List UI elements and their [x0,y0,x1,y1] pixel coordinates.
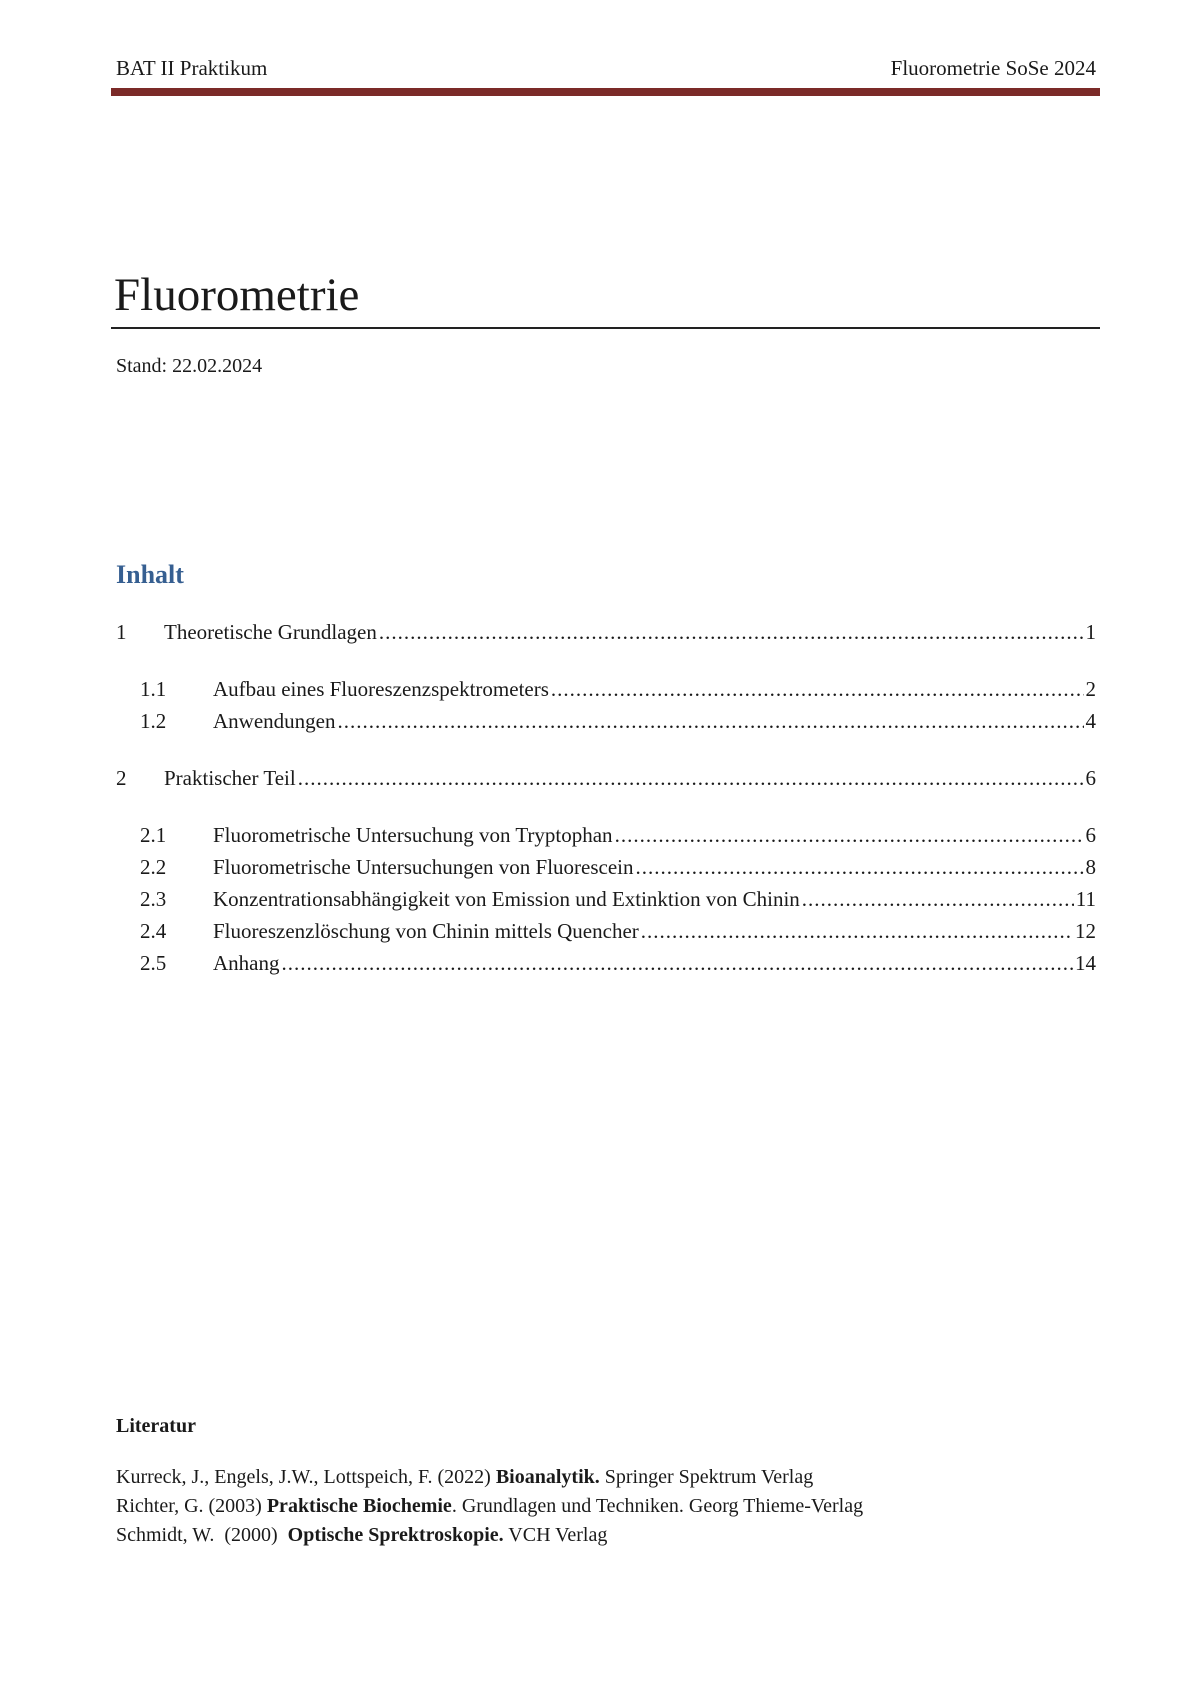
toc-leader [298,762,1084,794]
toc-entry-page: 4 [1085,709,1096,733]
toc-entry[interactable] [116,851,1096,883]
toc-leader [615,819,1084,851]
reference-publisher: . Grundlagen und Techniken. Georg Thieme-Verlag [451,1495,864,1517]
toc-entry-title: Aufbau eines Fluoreszenzspektrometers [213,677,549,701]
toc-entry[interactable] [116,673,1096,705]
toc-entry-page: 6 [1085,823,1096,847]
reference-authors: Kurreck, J., Engels, J.W., Lottspeich, F. (2022) [116,1466,496,1488]
toc-entry-page: 8 [1085,855,1096,879]
toc-entry-number: 1.1 [140,677,167,701]
toc-leader [282,947,1074,979]
reference-title: Optische Sprektroskopie. [287,1524,504,1546]
toc-entry-page: 11 [1075,887,1096,911]
toc-leader [551,673,1084,705]
reference-authors: Richter, G. (2003) [116,1495,267,1517]
toc-leader [337,705,1083,737]
toc-entry-number: 2 [116,766,127,790]
toc-leader [641,915,1073,947]
toc-entry-page: 12 [1075,919,1096,943]
toc-entry-title: Konzentrationsabhängigkeit von Emission und Extinktion von Chinin [213,887,800,911]
reference-authors: Schmidt, W. (2000) [116,1524,288,1546]
toc-entry-page: 2 [1085,677,1096,701]
toc-entry-number: 2.4 [140,919,167,943]
toc-entry[interactable] [116,819,1096,851]
toc-entry-title: Praktischer Teil [164,766,296,790]
toc-entry-number: 2.1 [140,823,167,847]
toc-entry[interactable] [116,915,1096,947]
toc-entry-title: Anhang [213,951,280,975]
literature-reference [116,1495,863,1518]
toc-entry-number: 2.2 [140,855,167,879]
toc-entry-title: Fluorometrische Untersuchung von Tryptophan [213,823,613,847]
toc-entry-number: 2.5 [140,951,167,975]
reference-publisher: VCH Verlag [503,1524,608,1546]
header-course: BAT II Praktikum [116,56,268,80]
toc-entry-page: 6 [1085,766,1096,790]
toc-leader [802,883,1074,915]
toc-heading: Inhalt [116,560,184,589]
header-document-title: Fluorometrie SoSe 2024 [890,56,1096,80]
title-rule [111,327,1100,329]
reference-publisher: Springer Spektrum Verlag [599,1466,814,1488]
toc-entry-title: Fluoreszenzlöschung von Chinin mittels Quencher [213,919,639,943]
toc-entry-number: 2.3 [140,887,167,911]
toc-entry[interactable] [116,883,1096,915]
literature-heading: Literatur [116,1415,196,1437]
toc-entry[interactable] [116,947,1096,979]
toc-entry-number: 1 [116,620,127,644]
toc-leader [636,851,1084,883]
toc-leader [379,616,1084,648]
toc-entry-page: 14 [1075,951,1096,975]
toc-entry-title: Fluorometrische Untersuchungen von Fluorescein [213,855,634,879]
literature-reference [116,1524,607,1547]
toc-entry-title: Anwendungen [213,709,336,733]
toc-entry-title: Theoretische Grundlagen [164,620,377,644]
toc-entry[interactable] [116,705,1096,737]
toc-entry-number: 1.2 [140,709,167,733]
page-title: Fluorometrie [114,269,360,321]
toc-entry-page: 1 [1085,620,1096,644]
revision-date: Stand: 22.02.2024 [116,355,263,377]
literature-reference [116,1466,813,1489]
toc-entry[interactable] [116,616,1096,648]
reference-title: Praktische Biochemie [266,1495,452,1517]
header-rule [111,88,1100,96]
toc-entry[interactable] [116,762,1096,794]
reference-title: Bioanalytik. [495,1466,600,1488]
